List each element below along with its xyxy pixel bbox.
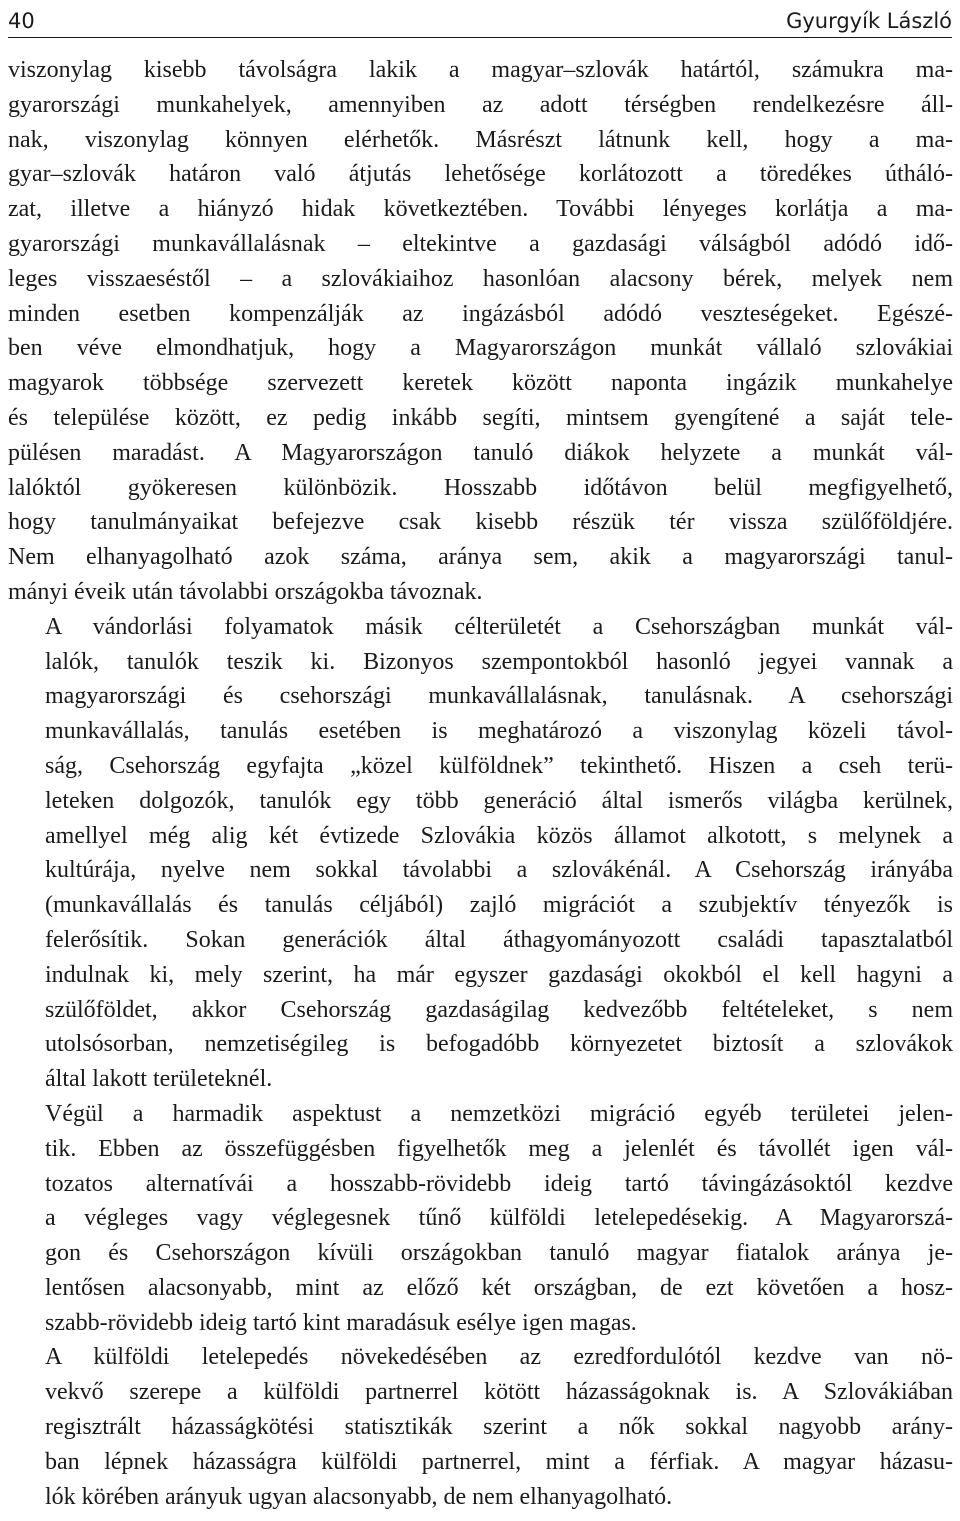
running-header xyxy=(8,0,952,34)
text-line: által lakott területeknél. xyxy=(45,1066,273,1093)
text-line: zat, illetve a hiányzó hidak következtében. További lényeges korlátja a ma- xyxy=(8,196,953,223)
running-author: Gyurgyík László xyxy=(786,9,952,33)
text-line: indulnak ki, mely szerint, ha már egyszer gazdasági okokból el kell hagyni a xyxy=(45,961,953,988)
text-line: gyarországi munkahelyek, amennyiben az adott térségben rendelkezésre áll- xyxy=(8,91,953,118)
text-line: lalók, tanulók teszik ki. Bizonyos szempontokból hasonló jegyei vannak a xyxy=(45,648,953,675)
paragraph xyxy=(8,1097,953,1341)
text-line: gyarországi munkavállalásnak – eltekintve a gazdasági válságból adódó idő- xyxy=(8,230,953,257)
text-line: hogy tanulmányaikat befejezve csak kisebb részük tér vissza szülőföldjére. xyxy=(8,509,953,536)
text-line: (munkavállalás és tanulás céljából) zajló migrációt a szubjektív tényezők is xyxy=(45,892,953,919)
text-line: A vándorlási folyamatok másik célterületét a Csehországban munkát vál- xyxy=(45,613,953,640)
paragraph xyxy=(8,1340,953,1514)
text-line: kultúrája, nyelve nem sokkal távolabbi a szlovákénál. A Csehország irányába xyxy=(45,857,953,884)
text-line: vekvő szerepe a külföldi partnerrel kötött házasságoknak is. A Szlovákiában xyxy=(45,1379,953,1406)
text-line: a végleges vagy véglegesnek tűnő külföldi letelepedésekig. A Magyarorszá- xyxy=(45,1205,953,1232)
text-line: tozatos alternatívái a hosszabb-rövidebb ideig tartó távingázásoktól kezdve xyxy=(45,1170,953,1197)
text-line: Végül a harmadik aspektust a nemzetközi migráció egyéb területei jelen- xyxy=(45,1100,953,1127)
text-line: felerősítik. Sokan generációk által áthagyományozott családi tapasztalatból xyxy=(45,926,953,953)
text-line: lók körében arányuk ugyan alacsonyabb, de nem elhanyagolható. xyxy=(45,1483,673,1510)
paragraph xyxy=(8,610,953,1097)
text-line: magyarok többsége szervezett keretek között naponta ingázik munkahelye xyxy=(8,370,953,397)
header-rule xyxy=(8,37,952,38)
text-line: lentősen alacsonyabb, mint az előző két országban, de ezt követően a hosz- xyxy=(45,1274,953,1301)
text-line: szabb-rövidebb ideig tartó kint maradásuk esélye igen magas. xyxy=(45,1309,637,1336)
text-line: lalóktól gyökeresen különbözik. Hosszabb időtávon belül megfigyelhető, xyxy=(8,474,953,501)
text-line: tik. Ebben az összefüggésben figyelhetők meg a jelenlét és távollét igen vál- xyxy=(45,1135,953,1162)
text-line: pülésen maradást. A Magyarországon tanuló diákok helyzete a munkát vál- xyxy=(8,439,953,466)
text-line: leteken dolgozók, tanulók egy több generáció által ismerős világba kerülnek, xyxy=(45,787,953,814)
text-line: minden esetben kompenzálják az ingázásból adódó veszteségeket. Egészé- xyxy=(8,300,953,327)
text-line: ban lépnek házasságra külföldi partnerrel, mint a férfiak. A magyar házasu- xyxy=(45,1448,953,1475)
text-line: nak, viszonylag könnyen elérhetők. Másrészt látnunk kell, hogy a ma- xyxy=(8,126,953,153)
text-line: mányi éveik után távolabbi országokba távoznak. xyxy=(8,578,483,605)
text-line: és települése között, ez pedig inkább segíti, mintsem gyengítené a saját tele- xyxy=(8,404,953,431)
text-line: amellyel még alig két évtizede Szlovákia közös államot alkotott, s melynek a xyxy=(45,822,953,849)
text-line: szülőföldet, akkor Csehország gazdaságilag kedvezőbb feltételeket, s nem xyxy=(45,996,953,1023)
text-line: A külföldi letelepedés növekedésében az ezredfordulótól kezdve van nö- xyxy=(45,1344,953,1371)
text-line: gon és Csehországon kívüli országokban tanuló magyar fiatalok aránya je- xyxy=(45,1240,953,1267)
text-line: viszonylag kisebb távolságra lakik a magyar–szlovák határtól, számukra ma- xyxy=(8,57,953,83)
text-line: munkavállalás, tanulás esetében is meghatározó a viszonylag közeli távol- xyxy=(45,718,953,745)
body-text xyxy=(8,53,953,1514)
text-line: utolsósorban, nemzetiségileg is befogadóbb környezetet biztosít a szlovákok xyxy=(45,1031,953,1058)
paragraph xyxy=(8,53,953,610)
text-line: magyarországi és csehországi munkavállalásnak, tanulásnak. A csehországi xyxy=(45,683,953,710)
page-number: 40 xyxy=(8,9,35,33)
text-line: leges visszaeséstől – a szlovákiaihoz hasonlóan alacsony bérek, melyek nem xyxy=(8,265,953,292)
text-line: Nem elhanyagolható azok száma, aránya sem, akik a magyarországi tanul- xyxy=(8,544,953,571)
text-line: ben véve elmondhatjuk, hogy a Magyarországon munkát vállaló szlovákiai xyxy=(8,335,953,362)
text-line: gyar–szlovák határon való átjutás lehetősége korlátozott a töredékes úthálό- xyxy=(8,161,953,188)
text-line: regisztrált házasságkötési statisztikák szerint a nők sokkal nagyobb arány- xyxy=(45,1414,953,1441)
text-line: ság, Csehország egyfajta „közel külföldnek” tekinthető. Hiszen a cseh terü- xyxy=(45,752,953,779)
